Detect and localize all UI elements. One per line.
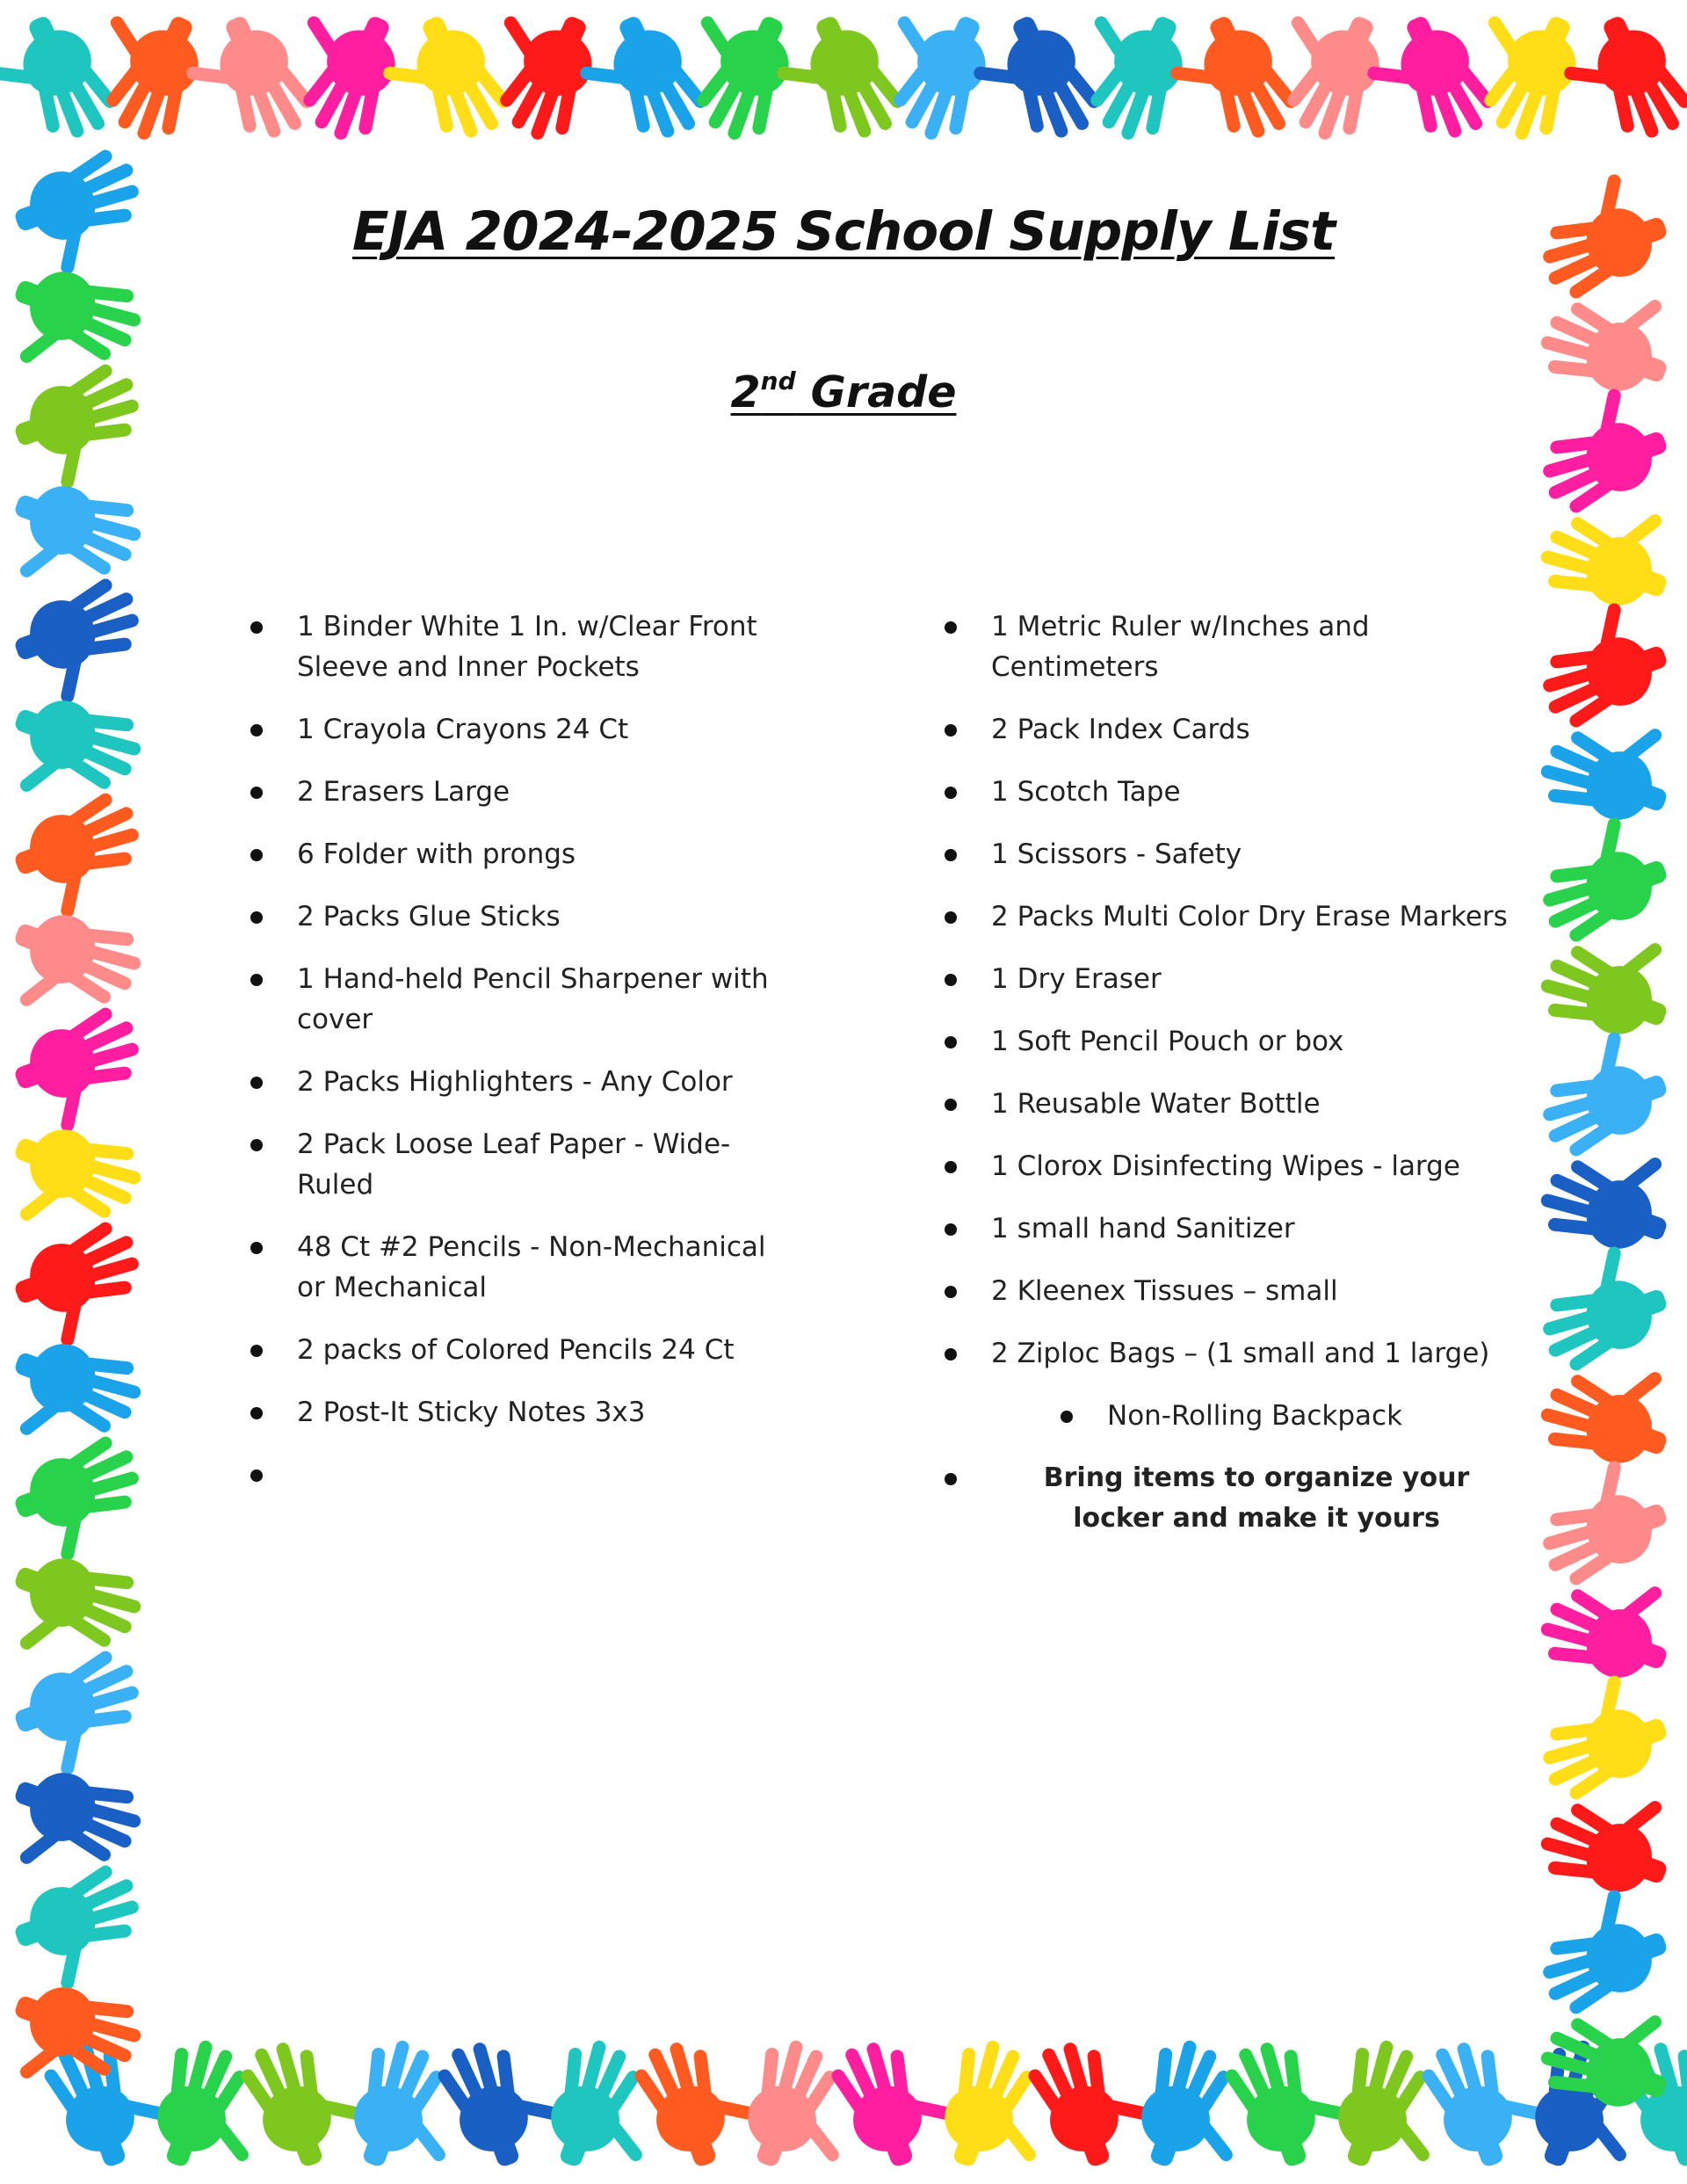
- bold-note: Bring items to organize your locker and make it yours: [938, 1458, 1518, 1539]
- handprint-icon: [1531, 909, 1687, 1054]
- list-item: 1 Clorox Disinfecting Wipes - large: [938, 1146, 1518, 1186]
- list-item: 1 Metric Ruler w/Inches and Centimeters: [938, 606, 1518, 687]
- handprint-icon: [1521, 1663, 1678, 1808]
- list-item: 2 Packs Multi Color Dry Erase Markers: [938, 896, 1518, 937]
- list-item: 1 Crayola Crayons 24 Ct: [244, 709, 789, 750]
- handprint-icon: [1521, 1234, 1678, 1379]
- handprint-icon: [1414, 2021, 1559, 2178]
- handprint-icon: [1521, 805, 1678, 950]
- handprint-icon: [233, 2021, 378, 2178]
- grade-word: Grade: [795, 367, 957, 417]
- handprint-icon: [1521, 591, 1678, 736]
- list-item: 2 Packs Glue Sticks: [244, 896, 789, 937]
- handprint-icon: [1521, 1877, 1678, 2022]
- handprint-icon: [959, 3, 1111, 164]
- list-item: 1 Soft Pencil Pouch or box: [938, 1021, 1518, 1062]
- handprint-icon: [1217, 2021, 1362, 2178]
- handprint-icon: [368, 3, 520, 164]
- handprint-icon: [1531, 480, 1687, 625]
- handprint-icon: [1531, 1123, 1687, 1268]
- handprint-icon: [565, 3, 717, 164]
- handprint-icon: [762, 3, 914, 164]
- handprint-icon: [0, 896, 150, 1041]
- page-title: EJA 2024-2025 School Supply List: [351, 200, 1336, 263]
- list-item: 2 Pack Loose Leaf Paper - Wide-Ruled: [244, 1124, 789, 1205]
- handprint-icon: [1549, 3, 1687, 164]
- handprint-icon: [626, 2021, 771, 2178]
- handprint-icon: [4, 1428, 161, 1573]
- handprint-icon: [171, 3, 323, 164]
- grade-number: 2: [730, 367, 761, 417]
- list-item: 2 Pack Index Cards: [938, 709, 1518, 750]
- left-supply-list: [244, 606, 789, 1517]
- list-item: 1 Dry Eraser: [938, 959, 1518, 999]
- list-item: 1 Hand-held Pencil Sharpener with cover: [244, 959, 789, 1040]
- list-item: 48 Ct #2 Pencils - Non-Mechanical or Mechanical: [244, 1227, 789, 1308]
- list-item: 1 Scissors - Safety: [938, 834, 1518, 874]
- handprint-icon: [0, 681, 150, 826]
- list-item: 2 Erasers Large: [244, 772, 789, 812]
- handprint-icon: [4, 999, 161, 1144]
- list-item: 2 Ziploc Bags – (1 small and 1 large): [938, 1333, 1518, 1374]
- list-item: 1 Reusable Water Bottle: [938, 1084, 1518, 1124]
- right-supply-list: [938, 606, 1518, 1561]
- grade-suffix: nd: [760, 366, 796, 395]
- handprint-icon: [823, 2021, 968, 2178]
- handprint-icon: [4, 1857, 161, 2002]
- grade-heading: [0, 367, 1687, 417]
- list-item: 2 packs of Colored Pencils 24 Ct: [244, 1330, 789, 1370]
- list-item: 2 Post-It Sticky Notes 3x3: [244, 1392, 789, 1433]
- handprint-icon: [1531, 694, 1687, 839]
- handprint-icon: [1521, 1019, 1678, 1165]
- handprint-icon: [1521, 1448, 1678, 1593]
- backpack-item: Non-Rolling Backpack: [938, 1396, 1518, 1436]
- list-item: 2 Kleenex Tissues – small: [938, 1271, 1518, 1311]
- handprint-icon: [4, 1214, 161, 1359]
- list-item: 6 Folder with prongs: [244, 834, 789, 874]
- handprint-icon: [1352, 3, 1504, 164]
- list-item: 1 small hand Sanitizer: [938, 1208, 1518, 1249]
- handprint-icon: [0, 1539, 150, 1684]
- handprint-icon: [1020, 2021, 1165, 2178]
- handprint-icon: [0, 467, 150, 612]
- list-item: 1 Binder White 1 In. w/Clear Front Sleeve and Inner Pockets: [244, 606, 789, 687]
- handprint-icon: [1531, 1767, 1687, 1912]
- handprint-icon: [1531, 1552, 1687, 1697]
- handprint-icon: [0, 1324, 150, 1469]
- list-item: 1 Scotch Tape: [938, 772, 1518, 812]
- handprint-icon: [4, 570, 161, 715]
- handprint-icon: [4, 1643, 161, 1788]
- handprint-icon: [1155, 3, 1307, 164]
- empty-list-item: [244, 1455, 789, 1495]
- handprint-icon: [0, 3, 127, 164]
- handprint-icon: [0, 1110, 150, 1255]
- handprint-icon: [0, 1753, 150, 1898]
- handprint-icon: [1531, 1338, 1687, 1483]
- handprint-icon: [4, 785, 161, 930]
- list-item: 2 Packs Highlighters - Any Color: [244, 1062, 789, 1102]
- handprint-icon: [430, 2021, 575, 2178]
